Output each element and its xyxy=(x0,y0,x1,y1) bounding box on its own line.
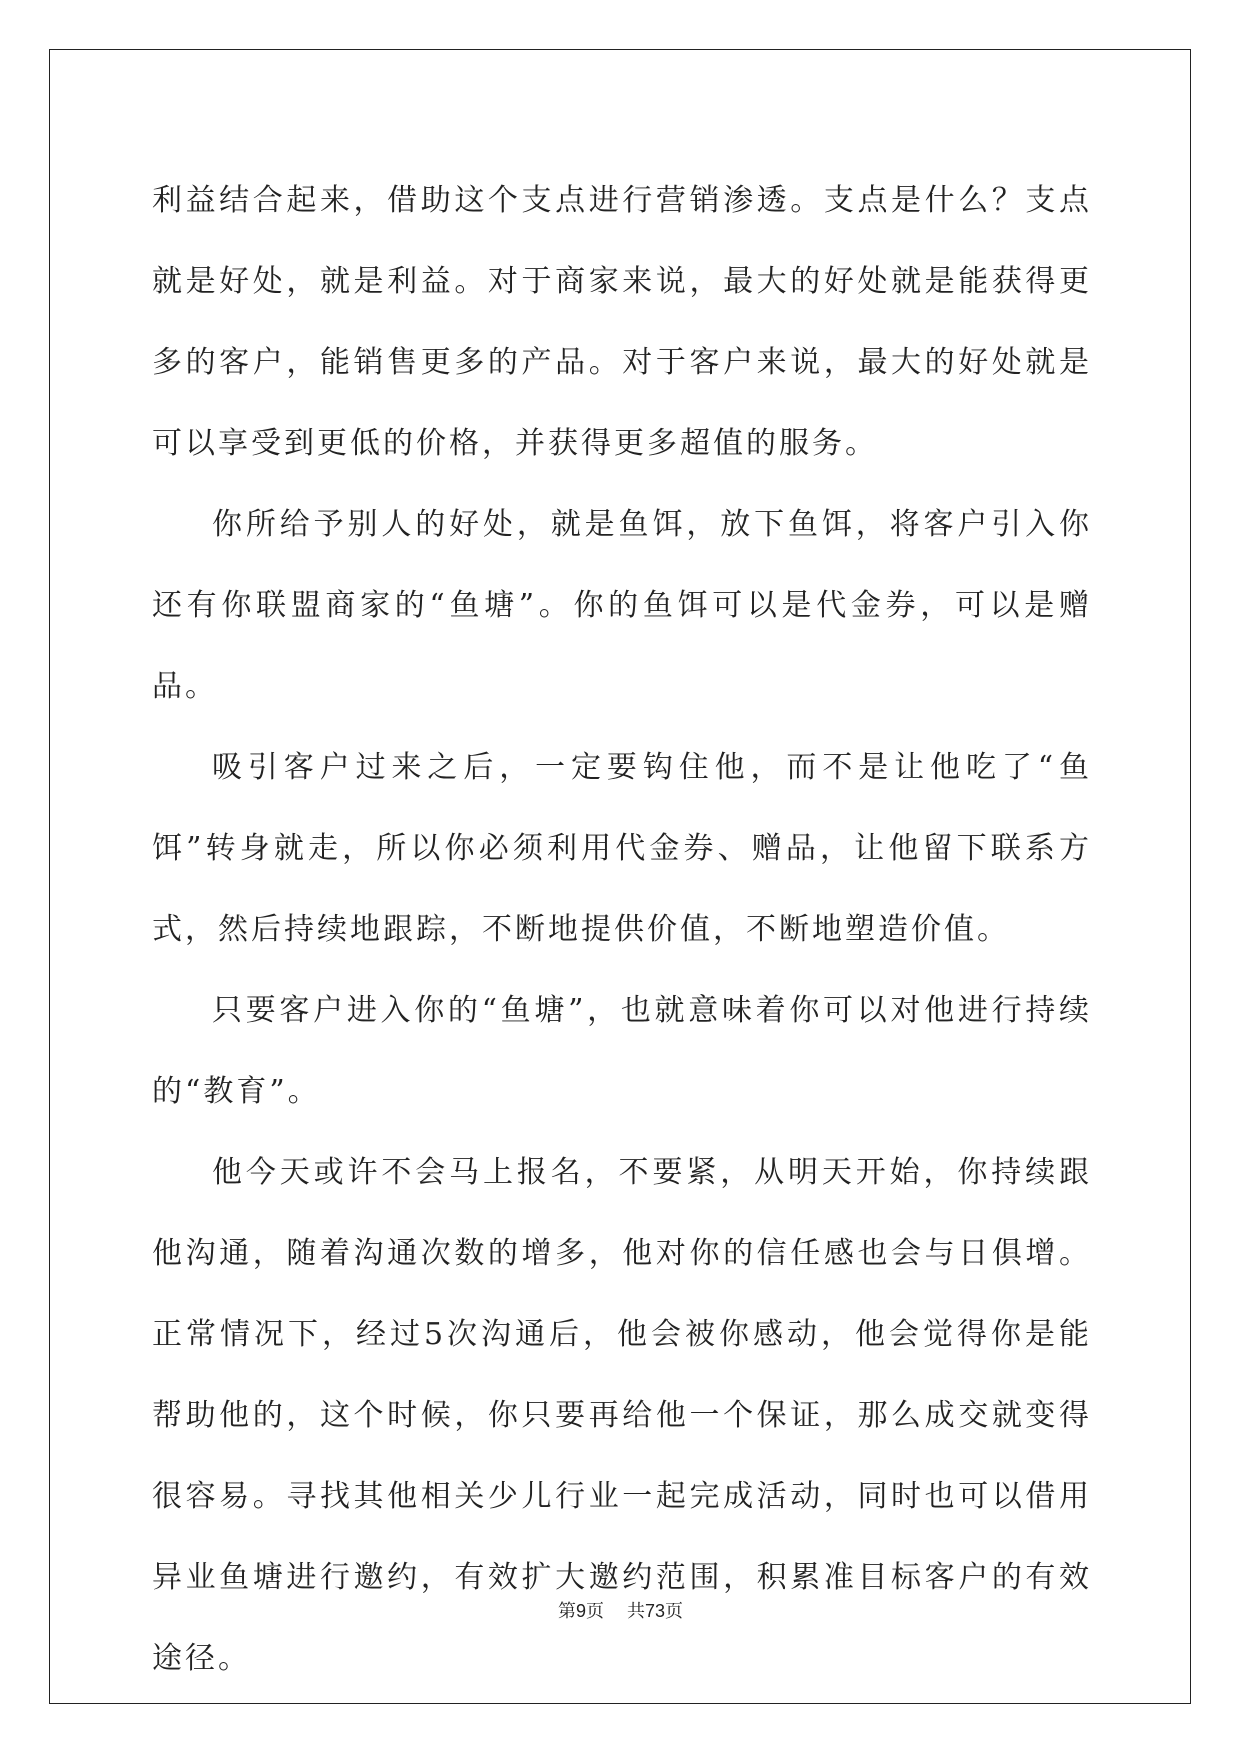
page-footer xyxy=(0,1597,1241,1623)
total-prefix: 共 xyxy=(626,1601,645,1622)
page-number: 9 xyxy=(576,1601,587,1621)
paragraph-4: 只要客户进入你的“鱼塘”，也就意味着你可以对他进行持续的“教育”。 xyxy=(152,993,1092,1109)
paragraph-1: 利益结合起来，借助这个支点进行营销渗透。支点是什么？支点就是好处，就是利益。对于商家来说，最大的好处就是能获得更多的客户，能销售更多的产品。对于客户来说，最大的好处就是可以享受到更低的价格，并获得更多超值的服务。 xyxy=(152,183,1092,461)
paragraph-5: 他今天或许不会马上报名，不要紧，从明天开始，你持续跟他沟通，随着沟通次数的增多，他对你的信任感也会与日俱增。正常情况下，经过5次沟通后，他会被你感动，他会觉得你是能帮助他的，这个时候，你只要再给他一个保证，那么成交就变得很容易。寻找其他相关少儿行业一起完成活动，同时也可以借用异业鱼塘进行邀约，有效扩大邀约范围，积累准目标客户的有效途径。 xyxy=(152,1155,1092,1676)
total-suffix: 页 xyxy=(664,1601,683,1622)
paragraph-2: 你所给予别人的好处，就是鱼饵，放下鱼饵，将客户引入你还有你联盟商家的“鱼塘”。你的鱼饵可以是代金券，可以是赠品。 xyxy=(152,507,1092,704)
page-suffix: 页 xyxy=(586,1601,605,1622)
paragraph-3: 吸引客户过来之后，一定要钩住他，而不是让他吃了“鱼饵”转身就走，所以你必须利用代金券、赠品，让他留下联系方式，然后持续地跟踪，不断地提供价值，不断地塑造价值。 xyxy=(152,750,1092,947)
page-prefix: 第 xyxy=(558,1601,577,1622)
document-body xyxy=(152,160,1092,1699)
total-pages: 73 xyxy=(644,1601,665,1621)
